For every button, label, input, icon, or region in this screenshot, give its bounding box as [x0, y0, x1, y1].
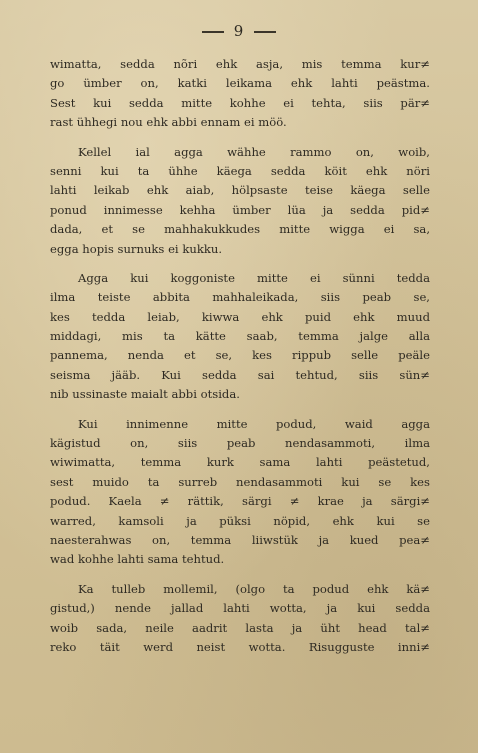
- text-line: Agga kui koggoniste mitte ei sünni tedda: [78, 270, 430, 285]
- paragraph: [50, 415, 430, 570]
- text-line: seisma jääb. Kui sedda sai tehtud, siis sün≠: [50, 367, 430, 382]
- text-line: Ka tulleb mollemil, (olgo ta podud ehk kä≠: [78, 581, 430, 596]
- text-line: dada, et se mahhakukkudes mitte wigga ei sa,: [50, 222, 430, 237]
- text-line: kes tedda leiab, kiwwa ehk puid ehk muud: [50, 309, 430, 324]
- paragraph: [50, 143, 430, 259]
- text-line: egga hopis surnuks ei kukku.: [50, 241, 223, 256]
- text-line: lahti leikab ehk aiab, hölpsaste teise käega selle: [50, 183, 430, 198]
- text-line: warred, kamsoli ja püksi nöpid, ehk kui se: [50, 513, 430, 528]
- text-line: reko täit werd neist wotta. Risugguste inni≠: [50, 639, 430, 654]
- text-line: gistud,) nende jallad lahti wotta, ja kui sedda: [50, 601, 430, 616]
- text-line: rast ühhegi nou ehk abbi ennam ei möö.: [50, 115, 287, 130]
- paragraph: [50, 55, 430, 133]
- text-line: wimatta, sedda nõri ehk asja, mis temma kur≠: [50, 57, 430, 71]
- text-line: middagi, mis ta kätte saab, temma jalge alla: [50, 329, 430, 344]
- text-line: Kui innimenne mitte podud, waid agga: [78, 416, 430, 431]
- text-line: kägistud on, siis peab nendasammoti, ilma: [50, 436, 430, 451]
- text-line: go ümber on, katki leikama ehk lahti peästma.: [50, 76, 430, 91]
- text-line: nib ussinaste maialt abbi otsida.: [50, 387, 240, 402]
- text-line: naesterahwas on, temma liiwstük ja kued pea≠: [50, 532, 430, 547]
- text-line: wad kohhe lahti sama tehtud.: [50, 552, 225, 567]
- page-header: [0, 22, 478, 40]
- text-line: podud. Kaela ≠ rättik, särgi ≠ krae ja särgi≠: [50, 494, 430, 509]
- text-line: senni kui ta ühhe käega sedda köit ehk nöri: [50, 163, 430, 178]
- header-dash-right: [254, 31, 276, 33]
- text-line: ilma teiste abbita mahhaleikada, siis peab se,: [50, 290, 430, 305]
- paragraph: [50, 269, 430, 405]
- text-line: wiwimatta, temma kurk sama lahti peästetud,: [50, 455, 430, 470]
- text-line: pannema, nenda et se, kes rippub selle peäle: [50, 348, 430, 363]
- header-dash-left: [202, 31, 224, 33]
- text-line: Sest kui sedda mitte kohhe ei tehta, siis pär≠: [50, 95, 430, 110]
- text-line: woib sada, neile aadrit lasta ja üht head tal≠: [50, 620, 430, 635]
- text-line: sest muido ta surreb nendasammoti kui se kes: [50, 474, 430, 489]
- body-text: [50, 55, 430, 657]
- page-number: 9: [233, 22, 245, 40]
- text-line: Kellel ial agga wähhe rammo on, woib,: [78, 144, 430, 159]
- text-line: ponud innimesse kehha ümber lüa ja sedda pid≠: [50, 202, 430, 217]
- paragraph: [50, 580, 430, 658]
